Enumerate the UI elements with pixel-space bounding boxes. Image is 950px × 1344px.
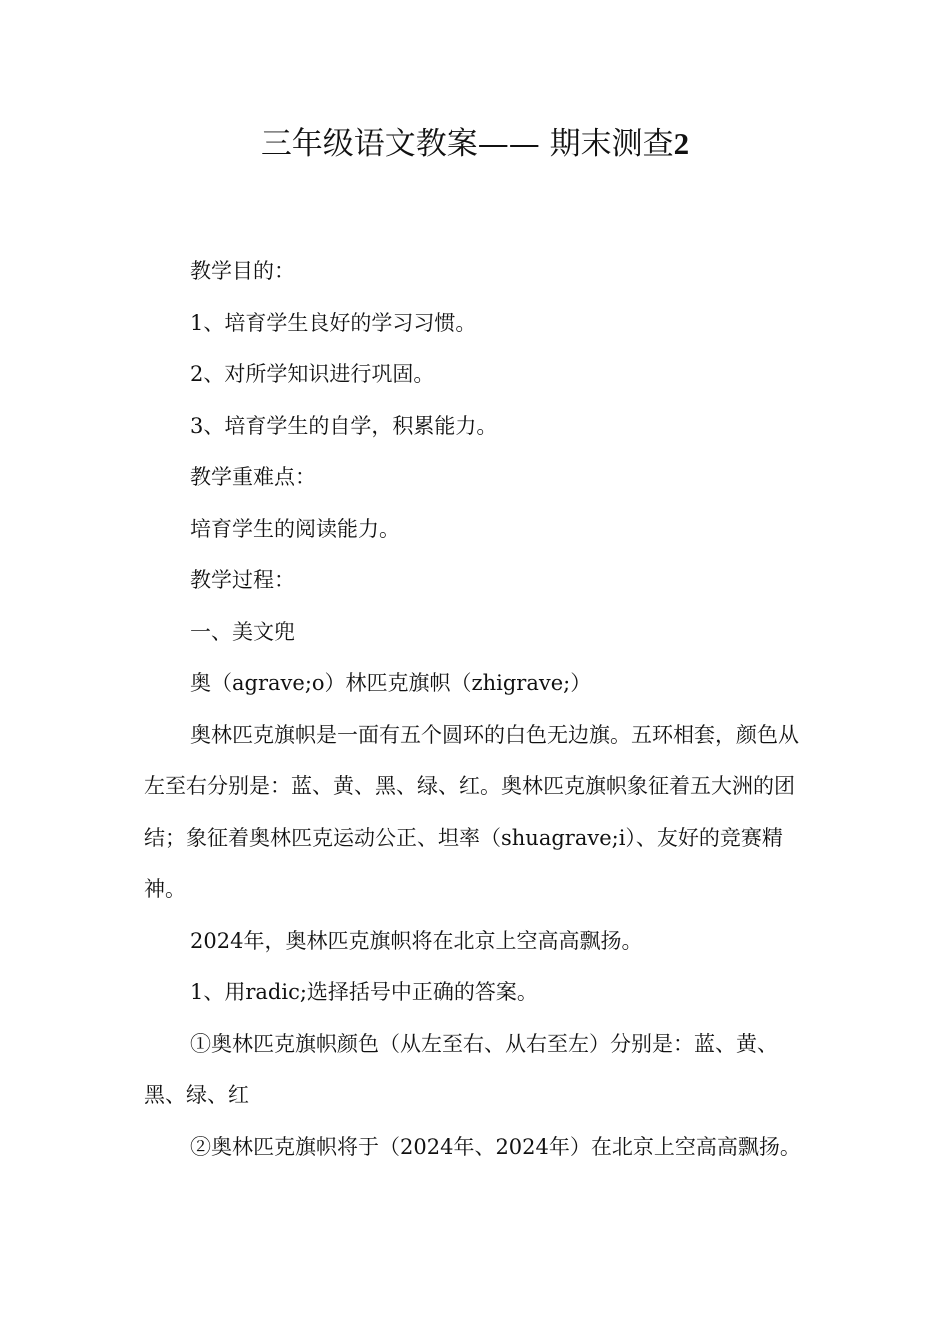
paragraph: 1、用radic;选择括号中正确的答案。: [190, 980, 538, 1004]
paragraph: 1、培育学生良好的学习习惯。: [190, 310, 477, 335]
title-number: 2: [673, 126, 690, 161]
title-text: 三年级语文教案—— 期末测查: [260, 126, 674, 162]
paragraph: 奥林匹克旗帜是一面有五个圆环的白色无边旗。五环相套，颜色从左至右分别是：蓝、黄、黑、绿、红。奥林匹克旗帜象征着五大洲的团结；象征着奥林匹克运动公正、坦率（shuagrave;i）、友好的竞赛精神。: [144, 722, 799, 901]
document-title: [0, 122, 950, 166]
paragraph: 教学目的：: [190, 259, 295, 283]
document-body: [144, 246, 808, 1173]
paragraph: 教学重难点：: [190, 465, 316, 489]
paragraph: ①奥林匹克旗帜颜色（从左至右、从右至左）分别是：蓝、黄、黑、绿、红: [144, 1031, 778, 1107]
paragraph: 培育学生的阅读能力。: [190, 516, 400, 541]
paragraph: 奥（agrave;o）林匹克旗帜（zhigrave;）: [190, 671, 592, 695]
paragraph: 教学过程：: [190, 568, 295, 592]
paragraph: ②奥林匹克旗帜将于（2024年、2024年）在北京上空高高飘扬。: [190, 1134, 801, 1159]
paragraph: 2024年，奥林匹克旗帜将在北京上空高高飘扬。: [190, 928, 643, 953]
paragraph: 一、美文兜: [190, 619, 295, 644]
paragraph: 2、对所学知识进行巩固。: [190, 362, 435, 386]
paragraph: 3、培育学生的自学，积累能力。: [190, 413, 498, 438]
